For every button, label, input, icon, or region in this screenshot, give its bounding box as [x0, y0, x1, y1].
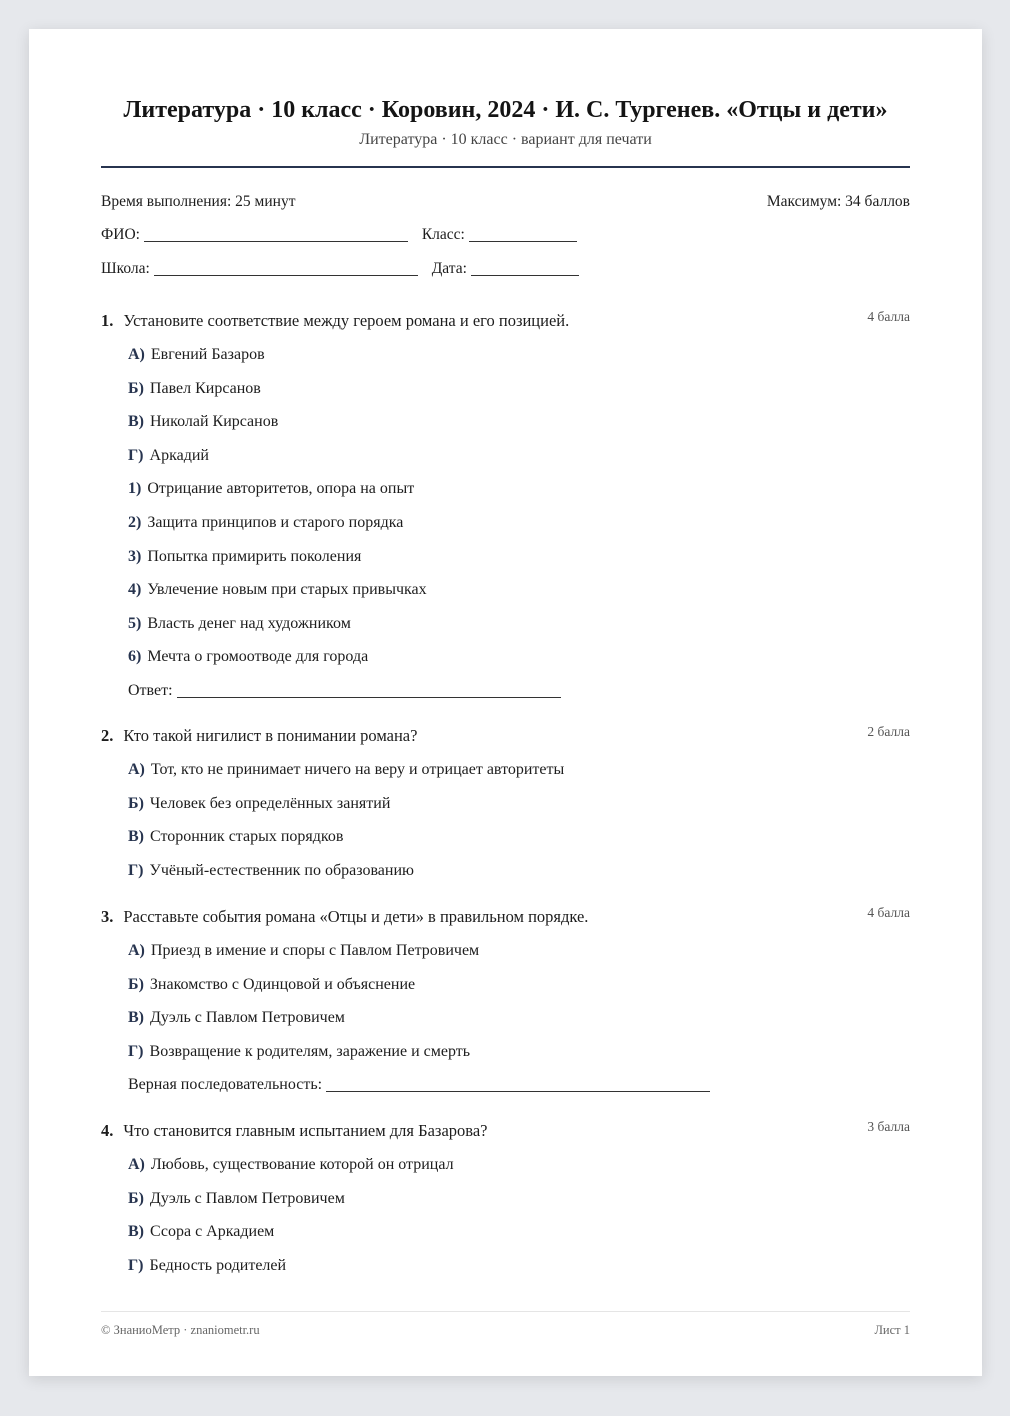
option-text: Сторонник старых порядков — [150, 828, 344, 846]
option-item[interactable] — [128, 1222, 910, 1256]
option-text: Павел Кирсанов — [149, 379, 261, 397]
option-text: Знакомство с Одинцовой и объяснение — [149, 975, 416, 993]
option-text: Возвращение к родителям, заражение и смерть — [149, 1042, 471, 1060]
page-title: Литература · 10 класс · Коровин, 2024 · И. С. Тургенев. «Отцы и дети» — [123, 97, 888, 123]
option-item[interactable] — [128, 647, 910, 681]
class-blank[interactable] — [469, 227, 577, 242]
option-letter: 2) — [128, 513, 142, 531]
option-letter: А) — [128, 346, 145, 363]
options-list — [101, 760, 910, 894]
option-letter: Б) — [128, 794, 144, 812]
option-letter: В) — [128, 1009, 144, 1027]
option-item[interactable] — [128, 1042, 910, 1076]
meta-row — [101, 192, 910, 212]
option-text: Дуэль с Павлом Петровичем — [150, 1009, 345, 1027]
option-item[interactable] — [128, 614, 910, 648]
option-item[interactable] — [128, 580, 910, 614]
page-number: Лист 1 — [874, 1323, 910, 1337]
answer-label: Верная последовательность: — [128, 1076, 323, 1094]
option-item[interactable] — [128, 827, 910, 861]
option-item[interactable] — [128, 513, 910, 547]
question-text: Что становится главным испытанием для Базарова? — [123, 1121, 488, 1140]
question-text: Установите соответствие между героем романа и его позицией. — [123, 311, 570, 330]
answer-blank[interactable] — [177, 683, 561, 698]
date-label: Дата: — [431, 260, 467, 277]
option-text: Защита принципов и старого порядка — [147, 513, 404, 531]
answer-row — [101, 681, 910, 701]
option-item[interactable] — [128, 1189, 910, 1223]
page-content — [101, 29, 910, 1376]
question-points: 3 балла — [867, 1119, 910, 1134]
option-letter: А) — [128, 761, 145, 778]
option-item[interactable] — [128, 861, 910, 895]
option-item[interactable] — [128, 379, 910, 413]
option-letter: 3) — [128, 547, 142, 565]
option-item[interactable] — [128, 412, 910, 446]
option-item[interactable] — [128, 1256, 910, 1290]
option-letter: 4) — [128, 581, 142, 599]
option-letter: 5) — [128, 614, 142, 632]
option-letter: В) — [128, 413, 144, 431]
question-header — [101, 310, 910, 332]
fio-label: ФИО: — [101, 226, 140, 243]
option-text: Любовь, существование которой он отрицал — [150, 1156, 454, 1173]
option-letter: А) — [128, 1156, 145, 1173]
question-3 — [101, 906, 910, 1095]
option-letter: Б) — [128, 379, 144, 397]
option-item[interactable] — [128, 794, 910, 828]
question-points: 4 балла — [867, 309, 910, 324]
option-item[interactable] — [128, 941, 910, 975]
option-text: Евгений Базаров — [150, 346, 265, 363]
option-text: Николай Кирсанов — [150, 413, 279, 431]
answer-row — [101, 1075, 910, 1095]
class-label: Класс: — [421, 226, 465, 243]
option-text: Человек без определённых занятий — [149, 794, 391, 812]
question-points: 4 балла — [867, 905, 910, 920]
question-text: Кто такой нигилист в понимании романа? — [123, 726, 418, 745]
school-label: Школа: — [101, 260, 150, 277]
question-2 — [101, 725, 910, 894]
question-4 — [101, 1120, 910, 1289]
option-item[interactable] — [128, 446, 910, 480]
option-letter: Г) — [128, 861, 144, 879]
question-number: 2. — [101, 726, 114, 745]
page-footer — [101, 1322, 910, 1338]
option-text: Ссора с Аркадием — [150, 1223, 275, 1241]
question-header — [101, 906, 910, 928]
fields-row-2 — [101, 259, 910, 279]
question-number: 4. — [101, 1121, 114, 1140]
answer-label: Ответ: — [128, 681, 173, 699]
option-text: Отрицание авторитетов, опора на опыт — [147, 480, 415, 498]
question-number: 3. — [101, 907, 114, 926]
fio-blank[interactable] — [144, 227, 408, 242]
page-subtitle: Литература · 10 класс · вариант для печати — [359, 131, 652, 148]
option-letter: Г) — [128, 1256, 144, 1274]
option-text: Учёный-естественник по образованию — [149, 861, 414, 879]
option-text: Мечта о громоотводе для города — [147, 648, 369, 666]
option-letter: В) — [128, 828, 144, 846]
option-item[interactable] — [128, 1155, 910, 1189]
question-header — [101, 725, 910, 747]
option-text: Приезд в имение и споры с Павлом Петровичем — [150, 942, 480, 959]
max-score: Максимум: 34 баллов — [766, 193, 910, 210]
option-text: Тот, кто не принимает ничего на веру и отрицает авторитеты — [150, 761, 565, 778]
options-list — [101, 941, 910, 1075]
option-letter: В) — [128, 1223, 144, 1241]
option-item[interactable] — [128, 547, 910, 581]
option-letter: Г) — [128, 1042, 144, 1060]
option-letter: 1) — [128, 480, 142, 498]
options-list — [101, 345, 910, 681]
date-blank[interactable] — [471, 261, 579, 276]
option-text: Аркадий — [149, 446, 209, 464]
option-text: Попытка примирить поколения — [147, 547, 362, 565]
fields-row-1 — [101, 225, 910, 245]
option-letter: Г) — [128, 446, 144, 464]
option-text: Власть денег над художником — [147, 614, 351, 632]
question-header — [101, 1120, 910, 1142]
option-item[interactable] — [128, 345, 910, 379]
sequence-blank[interactable] — [326, 1077, 710, 1092]
header-divider — [101, 166, 910, 168]
option-item[interactable] — [128, 1008, 910, 1042]
question-number: 1. — [101, 311, 114, 330]
question-1 — [101, 310, 910, 701]
option-letter: А) — [128, 942, 145, 959]
option-item[interactable] — [128, 975, 910, 1009]
option-letter: 6) — [128, 648, 142, 666]
question-points: 2 балла — [867, 724, 910, 739]
options-list — [101, 1155, 910, 1289]
option-text: Бедность родителей — [149, 1256, 287, 1274]
option-item[interactable] — [128, 479, 910, 513]
option-text: Дуэль с Павлом Петровичем — [149, 1189, 345, 1207]
footer-divider — [101, 1311, 910, 1312]
option-item[interactable] — [128, 760, 910, 794]
school-blank[interactable] — [154, 261, 418, 276]
worksheet-page — [29, 29, 982, 1376]
option-text: Увлечение новым при старых привычках — [147, 581, 427, 599]
time-limit: Время выполнения: 25 минут — [101, 193, 296, 210]
option-letter: Б) — [128, 1189, 144, 1207]
footer-copyright: © ЗнаниоМетр · znaniometr.ru — [101, 1323, 260, 1337]
question-text: Расставьте события романа «Отцы и дети» в правильном порядке. — [123, 907, 589, 926]
option-letter: Б) — [128, 975, 144, 993]
